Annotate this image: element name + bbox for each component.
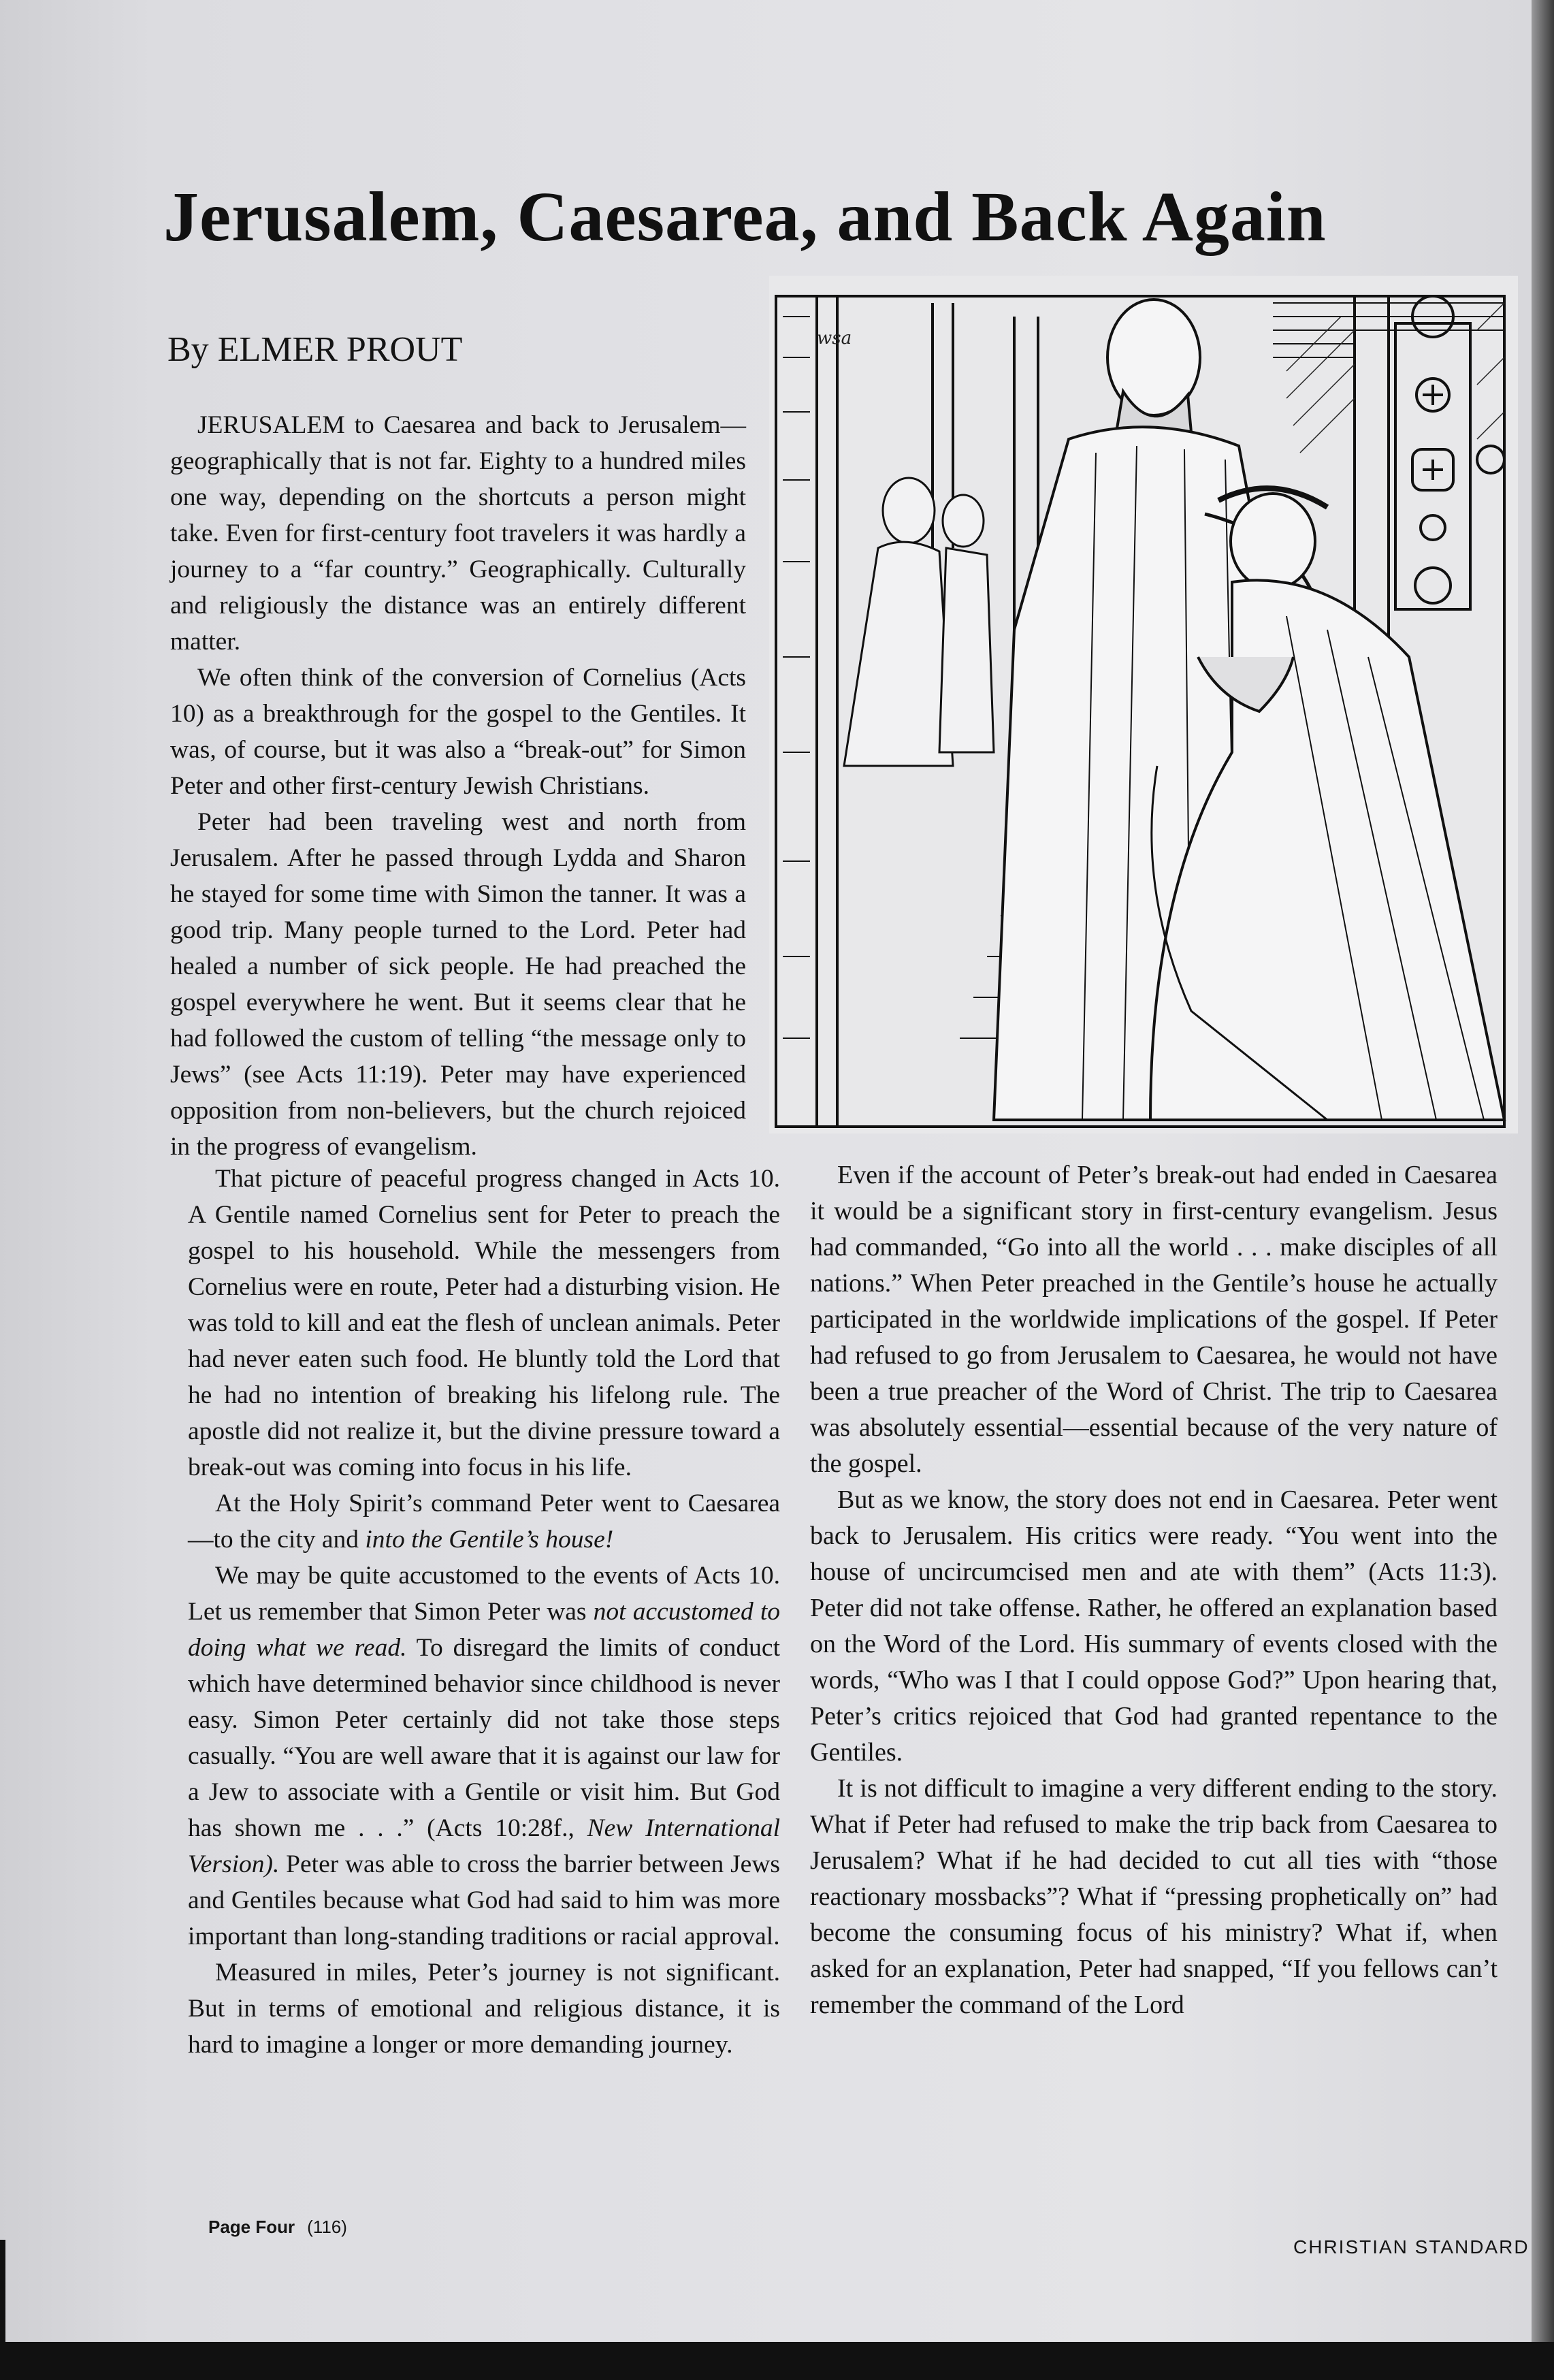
italic-text: into the Gentile’s house! [365, 1526, 614, 1554]
column-2 [810, 1157, 1498, 2023]
magazine-name: CHRISTIAN STANDARD [1293, 2236, 1529, 2257]
paragraph: Peter had been traveling west and north from Jerusalem. After he passed through Lydda and Sharon he stayed for some time with Simon the tanner. It was a good trip. Many people turned to the Lord. Peter had healed a number of sick people. He had preached the gospel everywhere he went. But it seems clear that he had followed the custom of telling “the message only to Jews” (see Acts 11:19). Peter may have experienced opposition from non-believers, but the church rejoiced in the progress of evangelism. [170, 808, 746, 1161]
peter-cornelius-illustration [769, 276, 1518, 1133]
page-edge-shadow [1532, 0, 1554, 2342]
binding-shadow [0, 2240, 5, 2342]
author-name: ELMER PROUT [217, 330, 463, 369]
paragraph: But as we know, the story does not end in Caesarea. Peter went back to Jerusalem. His critics were ready. “You went into the house of uncircumcised men and ate with them” (Acts 11:3). Peter did not take offense. Rather, he offered an explanation based on the Word of the Lord. His summary of events closed with the words, “Who was I that I could oppose God?” Upon hearing that, Peter’s critics rejoiced that God had granted repentance to the Gentiles. [810, 1485, 1498, 1767]
paragraph: Even if the account of Peter’s break-out had ended in Caesarea it would be a significant story in first-century evangelism. Jesus had commanded, “Go into all the world . . . make disciples of all nations.” When Peter preached in the Gentile’s house he actually participated in the worldwide implications of the gospel. If Peter had refused to go from Jerusalem to Caesarea, he would not have been a true preacher of the Word of Christ. The trip to Caesarea was absolutely essential—essential because of the very nature of the gospel. [810, 1161, 1498, 1478]
italic-text: New International Version). [188, 1814, 780, 1878]
page-folio [208, 2217, 347, 2238]
byline [167, 332, 462, 368]
byline-prefix: By [167, 330, 209, 369]
illustration-signature: wsa [817, 328, 852, 349]
italic-text: not accustomed to doing what we read. [188, 1598, 780, 1662]
paragraph: Measured in miles, Peter’s journey is not significant. But in terms of emotional and religious distance, it is hard to imagine a longer or more demanding journey. [188, 1959, 780, 2059]
text-run: We may be quite accustomed to the events of Acts 10. Let us remember that Simon Peter was [188, 1562, 780, 1626]
paragraph [188, 1558, 780, 1955]
column-1-top [170, 407, 746, 1165]
scan-bottom-edge [0, 2342, 1554, 2380]
paragraph: It is not difficult to imagine a very different ending to the story. What if Peter had refused to make the trip back from Caesarea to Jerusalem? What if he had decided to cut all ties with “those reactionary mossbacks”? What if “pressing prophetically on” had become the consuming focus of his ministry? What if, when asked for an explanation, Peter had snapped, “If you fellows can’t remember the command of the Lord [810, 1774, 1498, 2019]
text-run: At the Holy Spirit’s command Peter went to Caesarea—to the city and [188, 1490, 780, 1554]
article-title: Jerusalem, Caesarea, and Back Again [163, 178, 1327, 256]
column-1-bottom [188, 1161, 780, 2063]
text-run: To disregard the limits of conduct which have determined behavior since childhood is never easy. Simon Peter certainly did not take those steps casually. “You are well aware that it is against our law for a Jew to associate with a Gentile or visit him. But God has shown me . . .” (Acts 10:28f., [188, 1634, 780, 1842]
text-run: Peter was able to cross the barrier between Jews and Gentiles because what God had said to him was more important than long-standing traditions or racial approval. [188, 1850, 780, 1950]
folio-label: Page Four [208, 2217, 295, 2237]
paragraph: That picture of peaceful progress changed in Acts 10. A Gentile named Cornelius sent for Peter to preach the gospel to his household. While the messengers from Cornelius were en route, Peter had a disturbing vision. He was told to kill and eat the flesh of unclean animals. Peter had never eaten such food. He bluntly told the Lord that he had no intention of breaking his lifelong rule. The apostle did not realize it, but the divine pressure toward a break-out was coming into focus in his life. [188, 1165, 780, 1481]
paragraph [188, 1485, 780, 1558]
paragraph: We often think of the conversion of Cornelius (Acts 10) as a breakthrough for the gospel to the Gentiles. It was, of course, but it was also a “break-out” for Simon Peter and other first-century Jewish Christians. [170, 664, 746, 800]
paragraph: JERUSALEM to Caesarea and back to Jerusalem—geographically that is not far. Eighty to a hundred miles one way, depending on the shortcuts a person might take. Even for first-century foot travelers it was hardly a journey to a “far country.” Geographically. Culturally and religiously the distance was an entirely different matter. [170, 411, 746, 656]
page-number: (116) [307, 2217, 347, 2237]
